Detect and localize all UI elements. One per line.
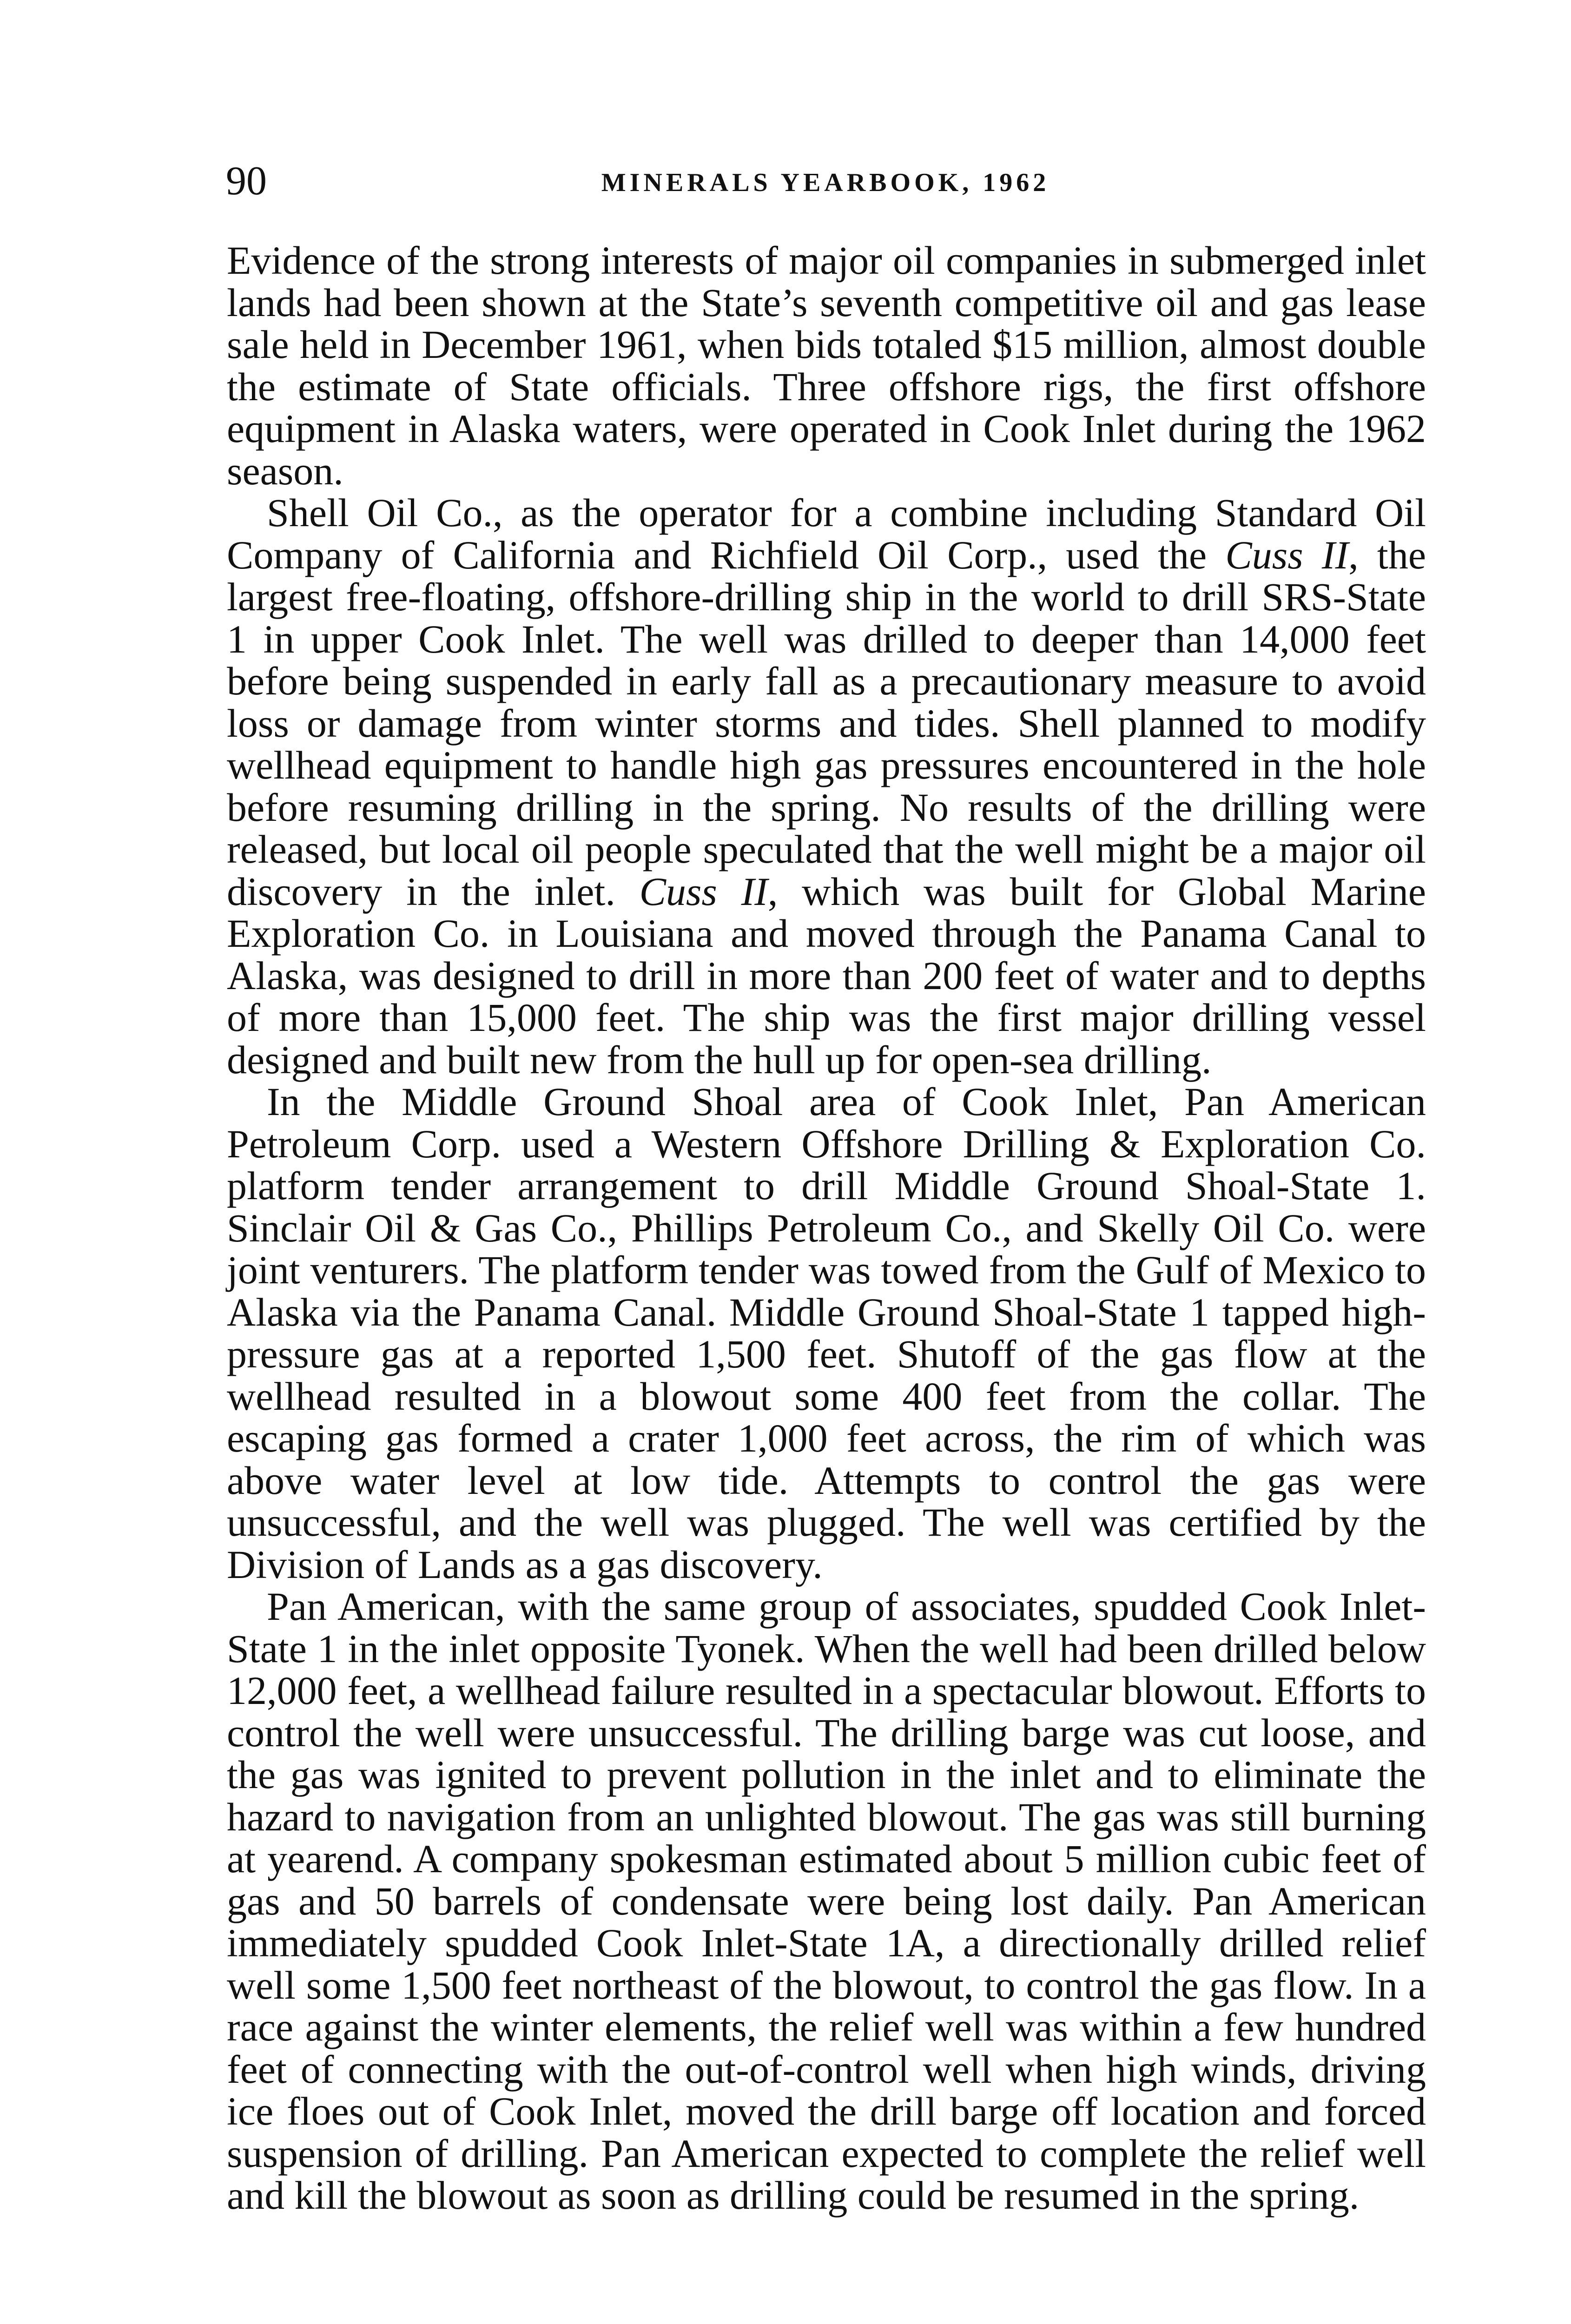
body-text [227,239,1426,2217]
paragraph-text: Shell Oil Co., as the operator for a combine including Standard Oil Company of California and Richfield Oil Corp., used the [227,490,1426,577]
paragraph-text: , the largest free-floating, offshore-drilling ship in the world to drill SRS-State 1 in upper Cook Inlet. The well was drilled to deeper than 14,000 feet before being suspended in early fall as a precautionary measure to avoid loss or damage from winter storms and tides. Shell planned to modify wellhead equipment to handle high gas pressures encountered in the hole before resuming drilling in the spring. No results of the drilling were released, but local oil people speculated that the well might be a major oil discovery in the inlet. [227,532,1426,914]
paragraph-shell-cuss-ii [227,492,1426,1081]
vessel-name: Cuss II [639,869,768,914]
running-title: MINERALS YEARBOOK, 1962 [601,168,1050,197]
paragraph-middle-ground-shoal: In the Middle Ground Shoal area of Cook Inlet, Pan American Petroleum Corp. used a Western Offshore Drilling & Exploration Co. platform tender arrangement to drill Middle Ground Shoal-State 1. Sinclair Oil & Gas Co., Phillips Petroleum Co., and Skelly Oil Co. were joint venturers. The platform tender was towed from the Gulf of Mexico to Alaska via the Panama Canal. Middle Ground Shoal-State 1 tapped high-pressure gas at a reported 1,500 feet. Shutoff of the gas flow at the wellhead resulted in a blowout some 400 feet from the collar. The escaping gas formed a crater 1,000 feet across, the rim of which was above water level at low tide. Attempts to control the gas were unsuccessful, and the well was plugged. The well was certified by the Division of Lands as a gas discovery. [227,1079,1426,1587]
paragraph-pan-american-blowout: Pan American, with the same group of associates, spudded Cook Inlet-State 1 in the inlet opposite Tyonek. When the well had been drilled below 12,000 feet, a wellhead failure resulted in a spectacular blowout. Efforts to control the well were unsuccessful. The drilling barge was cut loose, and the gas was ignited to prevent pollution in the inlet and to eliminate the hazard to navigation from an unlighted blowout. The gas was still burning at yearend. A company spokesman estimated about 5 million cubic feet of gas and 50 barrels of condensate were being lost daily. Pan American immediately spudded Cook Inlet-State 1A, a directionally drilled relief well some 1,500 feet northeast of the blowout, to control the gas flow. In a race against the winter elements, the relief well was within a few hundred feet of connecting with the out-of-control well when high winds, driving ice floes out of Cook Inlet, moved the drill barge off location and forced suspension of drilling. Pan American expected to complete the relief well and kill the blowout as soon as drilling could be resumed in the spring. [227,1584,1426,2218]
page-number: 90 [226,158,267,204]
page-header [226,156,1425,207]
paragraph-cook-inlet-lease-sale: Evidence of the strong interests of major oil companies in submerged inlet lands had been shown at the State’s seventh competitive oil and gas lease sale held in December 1961, when bids totaled $15 million, almost double the estimate of State officials. Three offshore rigs, the first offshore equipment in Alaska waters, were operated in Cook Inlet during the 1962 season. [227,238,1426,493]
vessel-name: Cuss II [1225,532,1349,577]
paragraph-text: , which was built for Global Marine Exploration Co. in Louisiana and moved through the Panama Canal to Alaska, was designed to drill in more than 200 feet of water and to depths of more than 15,000 feet. The ship was the first major drilling vessel designed and built new from the hull up for open-sea drilling. [227,869,1426,1082]
